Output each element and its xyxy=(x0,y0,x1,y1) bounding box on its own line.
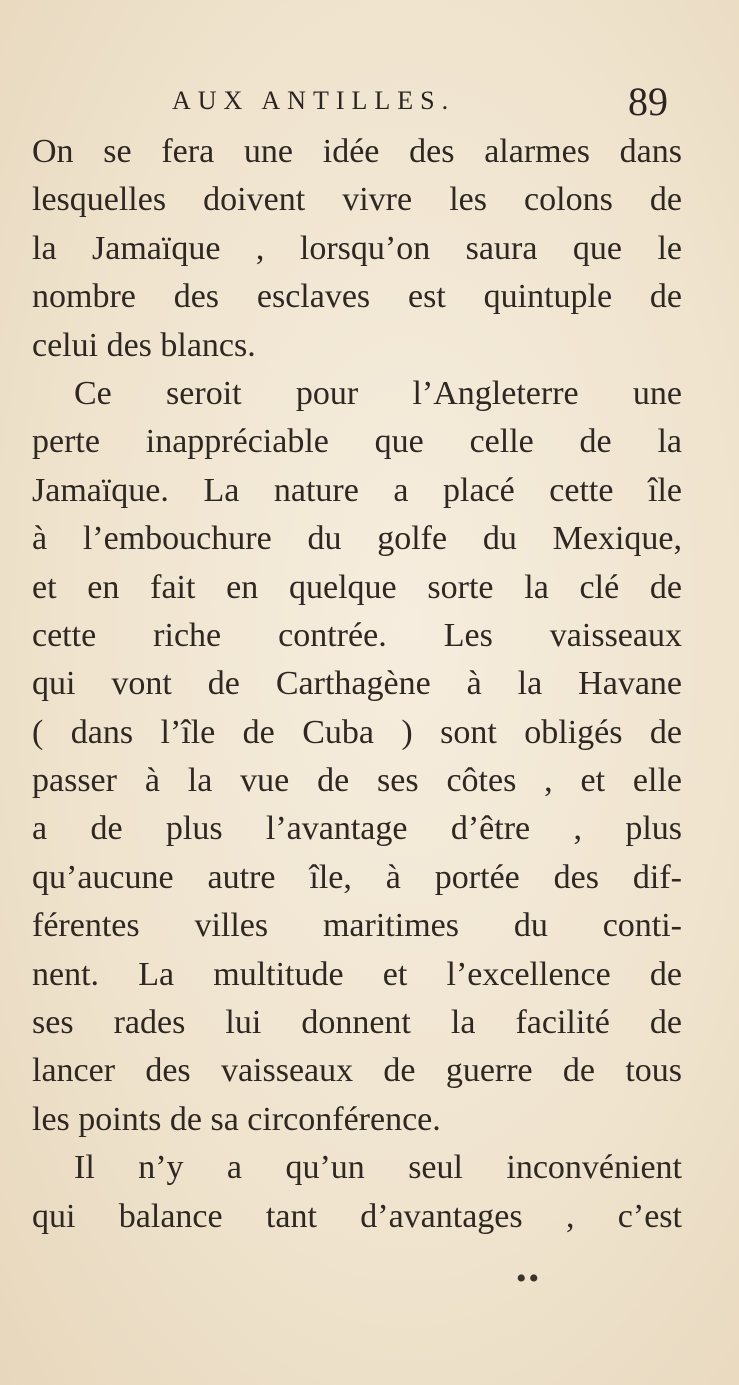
text-line: Il n’y a qu’un seul inconvénient xyxy=(74,1149,682,1187)
body-text xyxy=(32,128,682,1241)
text-line: les points de sa circonférence. xyxy=(32,1100,441,1138)
text-line: lesquelles doivent vivre les colons de xyxy=(32,181,682,219)
text-line: On se fera une idée des alarmes dans xyxy=(32,133,682,170)
text-line: passer à la vue de ses côtes , et elle xyxy=(32,762,682,800)
text-line: férentes villes maritimes du conti- xyxy=(32,907,682,945)
page-header xyxy=(0,78,739,128)
text-line: ( dans l’île de Cuba ) sont obligés de xyxy=(32,713,682,751)
text-line: nombre des esclaves est quintuple de xyxy=(32,278,682,316)
running-head: AUX ANTILLES. xyxy=(172,86,456,115)
text-line: nent. La multitude et l’excellence de xyxy=(32,955,682,993)
page-number: 89 xyxy=(628,79,668,124)
text-line: qui balance tant d’avantages , c’est xyxy=(32,1197,682,1235)
text-line: lancer des vaisseaux de guerre de tous xyxy=(32,1052,682,1090)
signature-mark: •• xyxy=(516,1262,542,1295)
text-line: qui vont de Carthagène à la Havane xyxy=(32,665,682,703)
text-line: ses rades lui donnent la facilité de xyxy=(32,1004,682,1042)
text-line: perte inappréciable que celle de la xyxy=(32,423,682,461)
text-line: celui des blancs. xyxy=(32,326,256,364)
text-line: la Jamaïque , lorsqu’on saura que le xyxy=(32,229,682,267)
text-line: a de plus l’avantage d’être , plus xyxy=(32,810,682,848)
text-line: Jamaïque. La nature a placé cette île xyxy=(32,471,682,509)
text-line: et en fait en quelque sorte la clé de xyxy=(32,568,682,606)
text-line: cette riche contrée. Les vaisseaux xyxy=(32,616,682,654)
text-line: à l’embouchure du golfe du Mexique, xyxy=(32,520,682,558)
text-line: Ce seroit pour l’Angleterre une xyxy=(74,374,682,412)
text-line: qu’aucune autre île, à portée des dif- xyxy=(32,858,682,896)
